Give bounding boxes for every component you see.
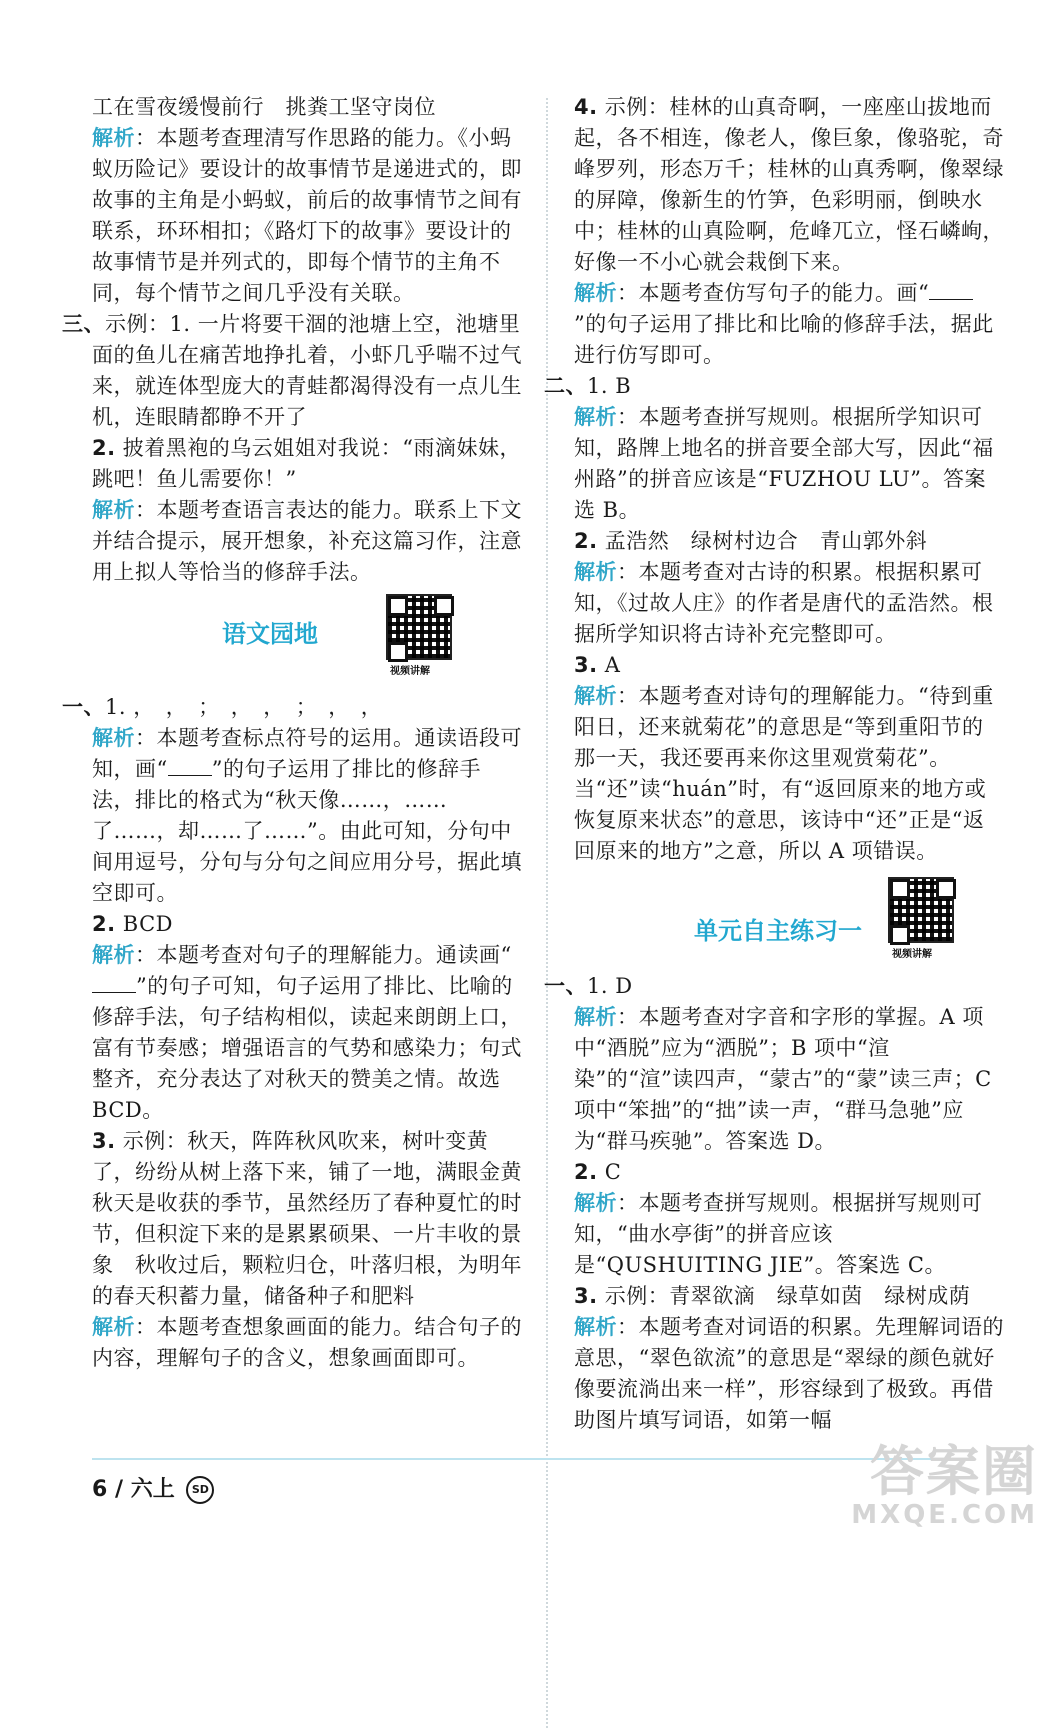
analysis-paragraph [574,402,1004,526]
item-number: 4. [574,95,598,119]
analysis-label: 解析 [574,405,617,429]
analysis-text: ：本题考查拼写规则。根据拼写规则可知，“曲水亭街”的拼音应该是“QUSHUITING JIE”。答案选 C。 [574,1191,983,1277]
edition-badge: SD [186,1476,214,1504]
underline-blank [168,757,212,776]
item-number: 2. [92,912,116,936]
qr-block[interactable] [884,875,954,965]
answer-text: A [604,653,621,677]
answer-text: 孟浩然 绿树村边合 青山郭外斜 [604,529,928,553]
analysis-text: ：本题考查拼写规则。根据所学知识可知，路牌上地名的拼音要全部大写，因此“福州路”的拼音应该是“FUZHOU LU”。答案选 B。 [574,405,994,522]
analysis-label: 解析 [92,726,135,750]
answer-text: 示例：青翠欲滴 绿草如茵 绿树成荫 [604,1284,971,1308]
section-marker: 一、 [62,695,105,719]
section-heading [92,596,522,688]
left-column [62,92,544,1374]
analysis-text: ：本题考查想象画面的能力。结合句子的内容，理解句子的含义，想象画面即可。 [92,1315,522,1370]
heading-title: 语文园地 [222,620,318,648]
answer-item [92,433,522,495]
answer-text: 1. D [587,974,633,998]
qr-finder-pattern [890,879,910,899]
qr-finder-pattern [890,925,910,945]
analysis-paragraph [574,1002,1004,1157]
analysis-text: ”的句子运用了排比的修辞手法，排比的格式为“秋天像……，……了……，却……了……”。由此可知，分句中间用逗号，分句与分句之间应用分号，据此填空即可。 [92,757,522,905]
item-number: 2. [574,1160,598,1184]
analysis-text: ”的句子可知，句子运用了排比、比喻的修辞手法，句子结构相似，读起来朗朗上口，富有节奏感；增强语言的气势和感染力；句式整齐，充分表达了对秋天的赞美之情。故选 BCD。 [92,974,522,1122]
right-column [544,92,1004,1436]
analysis-text: ：本题考查仿写句子的能力。画“ [617,281,930,305]
analysis-text: ：本题考查语言表达的能力。联系上下文并结合提示，展开想象，补充这篇习作，注意用上拟人等恰当的修辞手法。 [92,498,522,584]
section-marker: 一、 [544,974,587,998]
page-footer [92,1472,214,1504]
analysis-paragraph [92,1312,522,1374]
watermark-url: MXQE.COM [851,1500,1038,1530]
qr-finder-pattern [388,642,408,662]
analysis-paragraph [574,1312,1004,1436]
analysis-text: ：本题考查对古诗的积累。根据积累可知，《过故人庄》的作者是唐代的孟浩然。根据所学知识将古诗补充完整即可。 [574,560,994,646]
answer-item [92,1126,544,1312]
qr-finder-pattern [434,596,454,616]
analysis-text: ：本题考查标点符号的运用。通读语段可知，画“ [92,726,522,781]
answer-item [574,92,1004,278]
answer-text: 示例：桂林的山真奇啊，一座座山拔地而起，各不相连，像老人，像巨象，像骆驼，奇峰罗列，形态万千；桂林的山真秀啊，像翠绿的屏障，像新生的竹笋，色彩明丽，倒映水中；桂林的山真险啊，危峰兀立，怪石嶙峋，好像一不小心就会栽倒下来。 [574,95,1004,274]
section-marker: 二、 [544,374,587,398]
footer-rule [92,1458,972,1460]
analysis-text: ：本题考查对诗句的理解能力。“待到重阳日，还来就菊花”的意思是“等到重阳节的那一天，我还要再来你这里观赏菊花”。当“还”读“huán”时，有“返回原来的地方或恢复原来状态”的意思，该诗中“还”正是“返回原来的地方”之意，所以 A 项错误。 [574,684,994,863]
answer-text: C [604,1160,622,1184]
column-divider [546,98,548,1728]
qr-caption: 视频讲解 [892,949,932,960]
underline-blank [92,974,136,993]
item-number: 3. [92,1129,116,1153]
qr-block[interactable] [382,592,452,682]
analysis-label: 解析 [92,126,135,150]
section-answer [544,371,1004,402]
analysis-text: ：本题考查理清写作思路的能力。《小蚂蚁历险记》要设计的故事情节是递进式的，即故事的主角是小蚂蚁，前后的故事情节之间有联系，环环相扣；《路灯下的故事》要设计的故事情节是并列式的，即每个情节的主角不同，每个情节之间几乎没有关联。 [92,126,522,305]
analysis-label: 解析 [574,560,617,584]
analysis-paragraph [92,123,522,309]
analysis-label: 解析 [92,943,135,967]
analysis-paragraph [574,1188,1004,1281]
qr-finder-pattern [388,596,408,616]
answer-item [574,526,1004,557]
answer-text: 示例：秋天，阵阵秋风吹来，树叶变黄了，纷纷从树上落下来，铺了一地，满眼金黄 秋天是收获的季节，虽然经历了春种夏忙的时节，但积淀下来的是累累硕果、一片丰收的景象 秋收过后，颗粒归仓，叶落归根，为明年的春天积蓄力量，储备种子和肥料 [92,1129,544,1308]
answer-item [92,909,522,940]
analysis-label: 解析 [92,498,135,522]
footer-separator: / [114,1477,124,1502]
section-marker: 三、 [62,312,105,336]
analysis-paragraph [92,723,522,909]
analysis-paragraph [574,278,1004,371]
answer-text: 示例：1. 一片将要干涸的池塘上空，池塘里面的鱼儿在痛苦地挣扎着，小虾几乎喘不过气来，就连体型庞大的青蛙都渴得没有一点儿生机，连眼睛都睁不开了 [92,312,522,429]
section-answer [544,971,1004,1002]
page-number: 6 [92,1477,108,1502]
analysis-label: 解析 [574,684,617,708]
text-line: 工在雪夜缓慢前行 挑粪工坚守岗位 [92,95,436,119]
section-answer [62,692,522,723]
section-answer [62,309,522,433]
heading-title: 单元自主练习一 [694,917,862,945]
analysis-text: ：本题考查对词语的积累。先理解词语的意思，“翠色欲流”的意思是“翠绿的颜色就好像要流淌出来一样”，形容绿到了极致。再借助图片填写词语，如第一幅 [574,1315,1004,1432]
analysis-label: 解析 [574,1315,617,1339]
analysis-text: ：本题考查对句子的理解能力。通读画“ [135,943,512,967]
qr-caption: 视频讲解 [390,666,430,677]
analysis-label: 解析 [574,1005,617,1029]
section-heading [574,875,1004,967]
analysis-paragraph [92,495,522,588]
item-number: 2. [92,436,116,460]
answer-text: BCD [122,912,174,936]
answer-item [574,1157,1004,1188]
analysis-paragraph [92,940,522,1126]
item-number: 3. [574,653,598,677]
analysis-paragraph [574,681,1004,867]
analysis-label: 解析 [574,281,617,305]
qr-code[interactable] [888,877,954,943]
qr-finder-pattern [936,879,956,899]
watermark [851,1440,1038,1530]
analysis-paragraph [574,557,1004,650]
item-number: 3. [574,1284,598,1308]
analysis-text: ：本题考查对字音和字形的掌握。A 项中“酒脱”应为“洒脱”；B 项中“渲染”的“渲”读四声，“蒙古”的“蒙”读三声；C 项中“笨拙”的“拙”读一声，“群马急驰”应为“群马疾驰”。答案选 D。 [574,1005,992,1153]
answer-item [574,1281,1004,1312]
analysis-label: 解析 [574,1191,617,1215]
answer-text: 1. ， ， ； ， ， ； ， ， [105,695,383,719]
analysis-label: 解析 [92,1315,135,1339]
qr-code[interactable] [386,594,452,660]
underline-blank [929,281,973,300]
grade-label: 六上 [130,1477,175,1502]
item-number: 2. [574,529,598,553]
analysis-text: ”的句子运用了排比和比喻的修辞手法，据此进行仿写即可。 [574,312,994,367]
answer-text: 1. B [587,374,632,398]
answer-text: 披着黑袍的乌云姐姐对我说：“雨滴妹妹，跳吧！鱼儿需要你！” [92,436,522,491]
watermark-logo: 答案圈 [870,1440,1038,1503]
answer-item [574,650,1004,681]
